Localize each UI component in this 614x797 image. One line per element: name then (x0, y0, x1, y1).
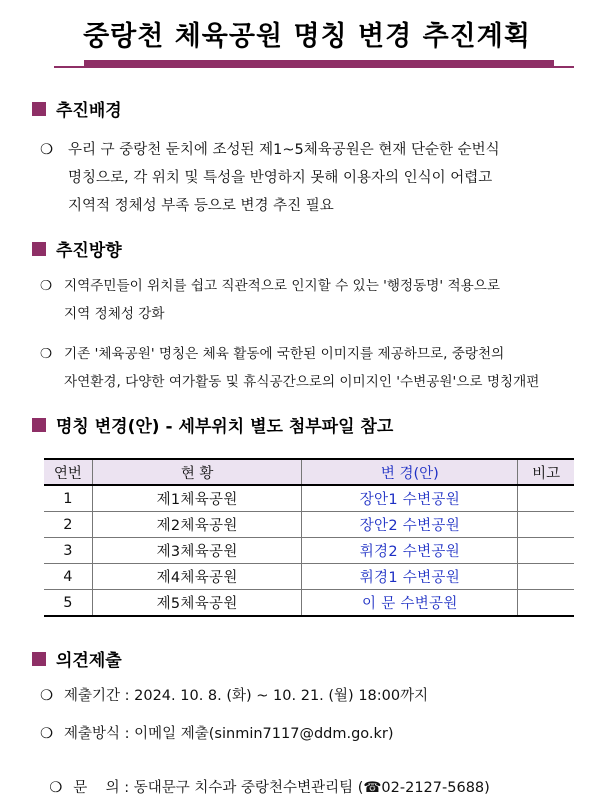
cell-proposed: 휘경1 수변공원 (302, 564, 518, 590)
cell-note (518, 485, 574, 512)
header-proposed: 변 경(안) (302, 459, 518, 485)
direction-item-2-line-2: 자연환경, 다양한 여가활동 및 휴식공간으로의 이미지인 '수변공원'으로 명칭개편 (64, 374, 540, 390)
cell-no: 4 (44, 564, 92, 590)
cell-no: 1 (44, 485, 92, 512)
cell-proposed: 장안2 수변공원 (302, 512, 518, 538)
cell-current: 제5체육공원 (92, 590, 302, 617)
square-bullet-icon (32, 652, 46, 666)
circle-bullet-icon: ❍ (40, 142, 53, 158)
cell-no: 3 (44, 538, 92, 564)
cell-note (518, 538, 574, 564)
table-row (44, 564, 574, 590)
table-row (44, 512, 574, 538)
circle-bullet-icon: ❍ (49, 780, 63, 796)
direction-item-1 (40, 272, 600, 328)
section-title: 명칭 변경(안) - 세부위치 별도 첨부파일 참고 (56, 417, 394, 437)
square-bullet-icon (32, 102, 46, 116)
section-title: 추진방향 (56, 241, 122, 261)
opinion-contact-text: 문 의 : 동대문구 치수과 중랑천수변관리팀 (☎02-2127-5688) (73, 780, 490, 796)
header-no: 연번 (44, 459, 92, 485)
cell-no: 5 (44, 590, 92, 617)
circle-bullet-icon: ❍ (40, 688, 53, 704)
rename-table (44, 458, 574, 617)
header-note: 비고 (518, 459, 574, 485)
section-heading-rename (32, 412, 393, 437)
table-row (44, 538, 574, 564)
section-title: 의견제출 (56, 651, 122, 671)
table-header-row (44, 459, 574, 485)
opinion-contact (40, 760, 490, 797)
cell-note (518, 512, 574, 538)
circle-bullet-icon: ❍ (40, 346, 53, 362)
direction-item-2-line-1: 기존 '체육공원' 명칭은 체육 활동에 국한된 이미지를 제공하므로, 중랑천의 (64, 346, 505, 362)
cell-proposed: 이 문 수변공원 (302, 590, 518, 617)
cell-current: 제4체육공원 (92, 564, 302, 590)
cell-note (518, 590, 574, 617)
cell-note (518, 564, 574, 590)
opinion-method-text: 제출방식 : 이메일 제출(sinmin7117@ddm.go.kr) (64, 726, 394, 742)
section-title: 추진배경 (56, 101, 122, 121)
opinion-method (40, 722, 394, 743)
background-line-2: 명칭으로, 각 위치 및 특성을 반영하지 못해 이용자의 인식이 어렵고 (68, 170, 493, 186)
cell-proposed: 장안1 수변공원 (302, 485, 518, 512)
cell-current: 제2체육공원 (92, 512, 302, 538)
background-paragraph (40, 136, 600, 220)
direction-item-2 (40, 340, 600, 396)
page-title: 중랑천 체육공원 명칭 변경 추진계획 (83, 21, 531, 52)
circle-bullet-icon: ❍ (40, 278, 53, 294)
section-heading-opinion (32, 646, 122, 671)
background-line-3: 지역적 정체성 부족 등으로 변경 추진 필요 (68, 198, 334, 214)
table-row (44, 485, 574, 512)
background-line-1: 우리 구 중랑천 둔치에 조성된 제1~5체육공원은 현재 단순한 순번식 (68, 142, 500, 158)
section-heading-direction (32, 236, 122, 261)
opinion-period-text: 제출기간 : 2024. 10. 8. (화) ~ 10. 21. (월) 18:00까지 (64, 688, 429, 704)
square-bullet-icon (32, 418, 46, 432)
cell-current: 제1체육공원 (92, 485, 302, 512)
cell-proposed: 휘경2 수변공원 (302, 538, 518, 564)
cell-no: 2 (44, 512, 92, 538)
table-row (44, 590, 574, 617)
direction-item-1-line-2: 지역 정체성 강화 (64, 306, 165, 322)
square-bullet-icon (32, 242, 46, 256)
header-current: 현 황 (92, 459, 302, 485)
circle-bullet-icon: ❍ (40, 726, 53, 742)
cell-current: 제3체육공원 (92, 538, 302, 564)
direction-item-1-line-1: 지역주민들이 위치를 쉽고 직관적으로 인지할 수 있는 '행정동명' 적용으로 (64, 278, 500, 294)
opinion-period (40, 684, 428, 705)
title-underline-line (54, 66, 574, 68)
section-heading-background (32, 96, 122, 121)
